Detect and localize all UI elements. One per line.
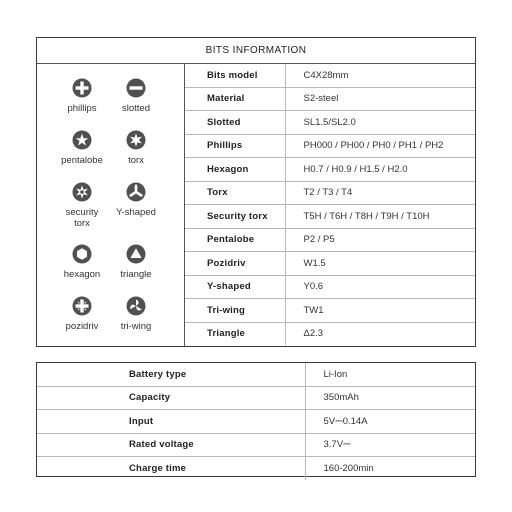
bit-type-label: security torx <box>65 207 99 229</box>
spec-value: 3.7V⎓ <box>305 433 475 457</box>
torx-icon <box>126 130 146 150</box>
spec-key: Y-shaped <box>185 275 285 299</box>
bit-type-torx <box>99 130 173 166</box>
bit-type-label: triangle <box>120 269 152 280</box>
table-row <box>185 158 475 182</box>
battery-spec-table <box>37 363 475 480</box>
bit-type-label: slotted <box>122 103 150 114</box>
bits-information-title: BITS INFORMATION <box>37 38 475 64</box>
bit-type-label: torx <box>128 155 144 166</box>
spec-key: Capacity <box>37 386 305 410</box>
bit-type-triangle <box>99 244 173 280</box>
table-row <box>185 275 475 299</box>
spec-key: Material <box>185 87 285 111</box>
spec-value: C4X28mm <box>285 64 475 87</box>
bit-type-tri-wing <box>99 296 173 332</box>
table-row <box>185 228 475 252</box>
bit-type-icon-grid <box>37 64 185 346</box>
table-row <box>37 457 475 480</box>
spec-value: T2 / T3 / T4 <box>285 181 475 205</box>
spec-value: 160-200min <box>323 462 374 474</box>
spec-key: Battery type <box>37 363 305 386</box>
table-row <box>37 363 475 386</box>
slotted-icon <box>126 78 146 98</box>
spec-key: Security torx <box>185 205 285 229</box>
bit-type-label: hexagon <box>63 269 101 280</box>
bit-type-label: pozidriv <box>65 321 99 332</box>
bits-information-panel <box>36 37 476 347</box>
y-shaped-icon <box>126 182 146 202</box>
battery-information-panel <box>36 362 476 477</box>
phillips-icon <box>72 78 92 98</box>
spec-key: Pozidriv <box>185 252 285 276</box>
spec-key: Input <box>37 410 305 434</box>
bit-type-y-shaped <box>99 182 173 218</box>
security-torx-icon <box>72 182 92 202</box>
pozidriv-icon <box>72 296 92 316</box>
table-row <box>37 433 475 457</box>
spec-value: 350mAh <box>305 386 475 410</box>
table-row <box>185 64 475 87</box>
table-row <box>185 134 475 158</box>
table-row <box>185 322 475 345</box>
spec-key: Charge time <box>37 457 305 480</box>
table-row <box>37 386 475 410</box>
spec-key: Phillips <box>185 134 285 158</box>
hexagon-icon <box>72 244 92 264</box>
spec-value: P2 / P5 <box>285 228 475 252</box>
table-row <box>185 252 475 276</box>
table-row <box>185 87 475 111</box>
spec-value: 5V⎓0.14A <box>305 410 475 434</box>
table-row <box>185 299 475 323</box>
table-row <box>37 410 475 434</box>
bit-type-label: pentalobe <box>61 155 103 166</box>
spec-key: Pentalobe <box>185 228 285 252</box>
bit-type-label: phillips <box>67 103 97 114</box>
spec-key: Hexagon <box>185 158 285 182</box>
spec-key: Torx <box>185 181 285 205</box>
spec-key: Tri-wing <box>185 299 285 323</box>
spec-key: Rated voltage <box>37 433 305 457</box>
table-row <box>185 181 475 205</box>
table-row <box>185 111 475 135</box>
spec-key: Triangle <box>185 322 285 345</box>
spec-key: Bits model <box>185 64 285 87</box>
tri-wing-icon <box>126 296 146 316</box>
spec-value: W1.5 <box>285 252 475 276</box>
pentalobe-icon <box>72 130 92 150</box>
spec-value: T5H / T6H / T8H / T9H / T10H <box>285 205 475 229</box>
bit-type-slotted <box>99 78 173 114</box>
table-row <box>185 205 475 229</box>
spec-value: SL1.5/SL2.0 <box>285 111 475 135</box>
spec-value: PH000 / PH00 / PH0 / PH1 / PH2 <box>285 134 475 158</box>
spec-value: Li-Ion <box>305 363 475 386</box>
bits-spec-table <box>185 64 475 345</box>
bit-type-label: tri-wing <box>120 321 152 332</box>
spec-value: H0.7 / H0.9 / H1.5 / H2.0 <box>285 158 475 182</box>
spec-value: TW1 <box>285 299 475 323</box>
triangle-icon <box>126 244 146 264</box>
bit-type-label: Y-shaped <box>116 207 156 218</box>
spec-key: Slotted <box>185 111 285 135</box>
spec-value: Δ2.3 <box>303 328 324 340</box>
spec-value: Y0.6 <box>285 275 475 299</box>
spec-value: S2-steel <box>285 87 475 111</box>
